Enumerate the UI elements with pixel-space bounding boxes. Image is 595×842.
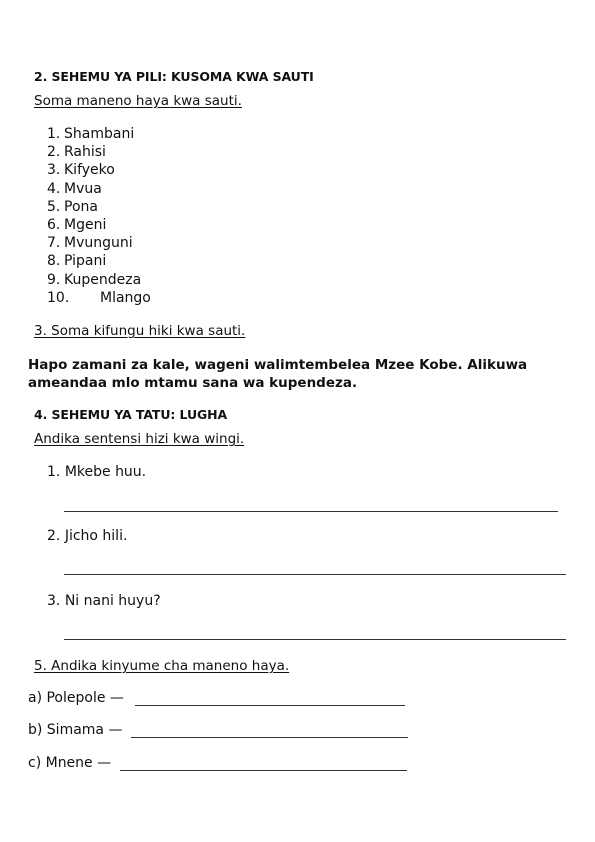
- list-item-word: Kifyeko: [64, 162, 115, 179]
- question-number: 2.: [47, 528, 61, 544]
- question-number: 3.: [47, 593, 61, 609]
- list-item-number: 1.: [47, 126, 61, 142]
- question-1: [47, 464, 146, 480]
- section4-heading: 4. SEHEMU YA TATU: LUGHA: [34, 407, 228, 422]
- list-item-word: Mvua: [64, 180, 102, 197]
- list-item-number: 8.: [47, 253, 61, 270]
- list-item: [47, 271, 151, 289]
- list-item: [47, 234, 151, 252]
- antonym-answer-line-b[interactable]: [131, 737, 408, 738]
- list-item-number: 9.: [47, 271, 61, 288]
- list-item-word: Pona: [64, 198, 98, 215]
- antonym-answer-line-c[interactable]: [120, 770, 407, 771]
- question-text: Jicho hili.: [64, 528, 128, 544]
- list-item-word: Mvunguni: [64, 235, 133, 252]
- list-item-number: 6.: [47, 217, 61, 234]
- list-item-number: 2.: [47, 144, 61, 161]
- answer-line-2[interactable]: [64, 574, 566, 575]
- section2-heading: 2. SEHEMU YA PILI: KUSOMA KWA SAUTI: [34, 69, 314, 84]
- reading-passage: Hapo zamani za kale, wageni walimtembelea Mzee Kobe. Alikuwa ameandaa mlo mtamu sana wa kupendeza.: [28, 357, 528, 391]
- question-text: Ni nani huyu?: [64, 593, 161, 609]
- list-item-word: Shambani: [64, 126, 135, 142]
- answer-line-3[interactable]: [64, 639, 566, 640]
- list-item-word: Mgeni: [64, 217, 107, 234]
- list-item-number: 7.: [47, 235, 61, 252]
- antonym-item-a: a) Polepole —: [28, 690, 124, 706]
- list-item-word: Mlango: [100, 289, 151, 306]
- list-item: [47, 198, 151, 216]
- list-item-number: 3.: [47, 162, 61, 179]
- list-item-word: Kupendeza: [64, 271, 142, 288]
- section4-instruction: Andika sentensi hizi kwa wingi.: [34, 431, 245, 447]
- list-item-word: Pipani: [64, 253, 107, 270]
- question-2: [47, 528, 127, 544]
- list-item: [47, 252, 151, 270]
- question-number: 1.: [47, 464, 61, 480]
- antonym-item-b: b) Simama —: [28, 722, 123, 738]
- list-item: [47, 216, 151, 234]
- question-3: [47, 593, 161, 609]
- list-item: [47, 143, 151, 161]
- antonym-item-c: c) Mnene —: [28, 755, 112, 771]
- answer-line-1[interactable]: [64, 511, 558, 512]
- antonym-answer-line-a[interactable]: [135, 705, 405, 706]
- list-item: [47, 125, 151, 143]
- question-text: Mkebe huu.: [64, 464, 147, 480]
- section5-instruction: 5. Andika kinyume cha maneno haya.: [34, 658, 290, 674]
- list-item-number: 10.: [47, 289, 70, 306]
- list-item: [47, 180, 151, 198]
- list-item-number: 4.: [47, 180, 61, 197]
- word-list: [47, 125, 151, 307]
- list-item-word: Rahisi: [64, 144, 106, 161]
- list-item: [47, 289, 151, 307]
- list-item: [47, 161, 151, 179]
- list-item-number: 5.: [47, 198, 61, 215]
- section3-instruction: 3. Soma kifungu hiki kwa sauti.: [34, 323, 246, 339]
- section2-instruction: Soma maneno haya kwa sauti.: [34, 93, 242, 109]
